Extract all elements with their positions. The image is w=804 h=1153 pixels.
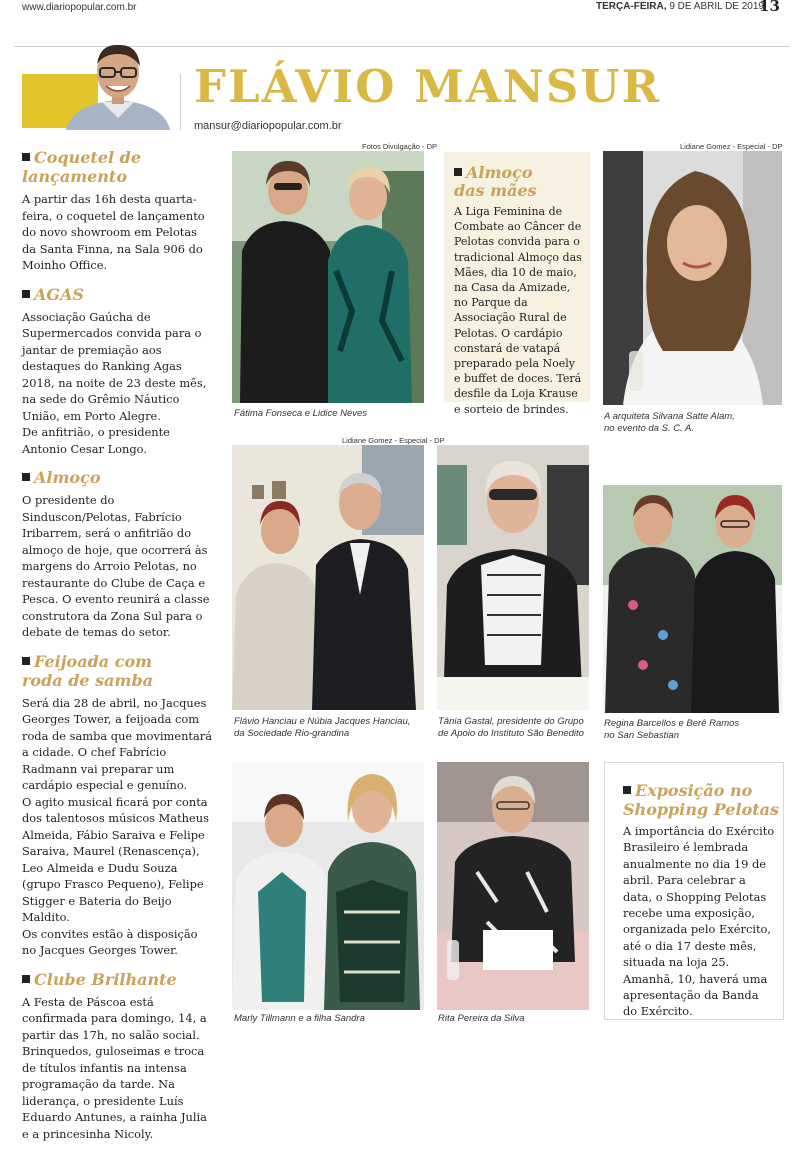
section-body: Será dia 28 de abril, no Jacques Georges Tower, a feijoada com roda de samba que movimentará a cidade. O chef Fabrício Radmann vai preparar um cardápio especial e genuíno. — [22, 695, 213, 792]
photo-hanciau — [232, 445, 424, 710]
columnist-email[interactable]: mansur@diariopopular.com.br — [194, 120, 342, 132]
site-url[interactable]: www.diariopopular.com.br — [22, 2, 137, 13]
section-agas — [22, 285, 214, 458]
photo-credit: Lidiane Gomez - Especial - DP — [342, 436, 445, 445]
photo-tania-gastal — [437, 445, 589, 710]
weekday: TERÇA-FEIRA, — [595, 1, 667, 12]
photo-credit: Lidiane Gomez - Especial - DP — [680, 142, 783, 151]
bullet-square-icon — [22, 473, 30, 481]
photo-caption: Rita Pereira da Silva — [438, 1013, 525, 1024]
photo-fatima-lidice — [232, 151, 424, 403]
box-title: Almoço das mães — [454, 163, 537, 200]
photo-caption: A arquiteta Silvana Satte Alam, no evento da S. C. A. — [604, 411, 735, 434]
page-number: 13 — [759, 0, 780, 15]
section-title: Feijoada com roda de samba — [22, 651, 154, 690]
columnist-portrait — [62, 42, 174, 130]
section-body: A partir das 16h desta quarta-feira, o coquetel de lançamento do novo showroom em Pelotas da Santa Finna, na Sala 906 do Moinho Office. — [22, 192, 205, 272]
box-body: A Liga Feminina de Combate ao Câncer de Pelotas convida para o tradicional Almoço das Mães, dia 10 de maio, na Casa da Amizade, no Parque da Associação Rural de Pelotas. O cardápio constará de vatapá preparado pela Noely e buffet de doces. Terá desfile da Loja Krause e sorteio de brindes. — [454, 205, 582, 416]
bullet-square-icon — [22, 153, 30, 161]
dateline — [596, 1, 764, 12]
section-body: O presidente do Sinduscon/Pelotas, Fabrício Iribarrem, será o anfitrião do almoço de hoje, que ocorrerá às margens do Arroio Pelotas, no restaurante do Clube de Caça e Pesca. O evento reunirá a classe construtora da Zona Sul para o debate de temas do setor. — [22, 493, 210, 639]
masthead-divider — [180, 74, 181, 130]
section-title: Clube Brilhante — [22, 970, 214, 989]
section-feijoada — [22, 652, 214, 959]
section-body: O agito musical ficará por conta dos talentosos músicos Matheus Almeida, Fábio Saraiva e Felipe Saraiva, Maurel (Renascença), Leo Almeida e Dudu Souza (grupo Frasco Pequeno), Felipe Stigger e Bateria do Beijo Maldito. — [22, 794, 209, 924]
photo-rita-pereira — [437, 762, 589, 1010]
photo-silvana — [603, 151, 782, 405]
section-body: A Festa de Páscoa está confirmada para domingo, 14, a partir das 17h, no salão social. Brinquedos, guloseimas e troca de títulos infantis na intensa programação da tarde. Na liderança, o presidente Luís Eduardo Antunes, a rainha Julia e a princesinha Nicoly. — [22, 994, 207, 1141]
photo-credit: Fotos Divulgação - DP — [362, 142, 438, 151]
bullet-square-icon — [22, 657, 30, 665]
photo-caption: Fátima Fonseca e Lidice Neves — [234, 408, 368, 419]
section-title: Almoço — [22, 468, 214, 487]
section-title: Coquetel de lançamento — [22, 148, 141, 186]
photo-regina-bere — [603, 455, 782, 713]
photo-caption: Flávio Hanciau e Núbia Jacques Hanciau, da Sociedade Rio-grandina — [234, 716, 411, 739]
bullet-square-icon — [22, 975, 30, 983]
section-clube-brilhante — [22, 970, 214, 1143]
box-exposicao — [604, 762, 784, 1020]
section-coquetel — [22, 148, 214, 274]
photo-marly-sandra — [232, 762, 424, 1010]
column-title: FLÁVIO MANSUR — [194, 60, 662, 113]
section-title: AGAS — [22, 285, 214, 304]
photo-caption: Regina Barcellos e Berê Ramos no San Sebastian — [604, 718, 740, 741]
box-almoco-das-maes — [444, 152, 590, 416]
section-body: De anfitrião, o presidente Antonio Cesar Longo. — [22, 425, 170, 456]
section-body: Associação Gaúcha de Supermercados convida para o jantar de premiação aos destaques do Ranking Agas 2018, na noite de 23 deste mês, na sede do Grêmio Náutico União, em Porto Alegre. — [22, 309, 207, 423]
section-almoco — [22, 468, 214, 641]
date: 9 DE ABRIL DE 2019 — [669, 1, 764, 12]
photo-caption: Tânia Gastal, presidente do Grupo de Apoio do Instituto São Benedito — [438, 716, 584, 739]
left-text-column — [22, 148, 214, 1153]
bullet-square-icon — [22, 290, 30, 298]
section-body: Os convites estão à disposição no Jacques Georges Tower. — [22, 926, 198, 957]
photo-caption: Marly Tillmann e a filha Sandra — [234, 1013, 365, 1024]
box-title: Exposição no Shopping Pelotas — [623, 781, 779, 819]
bullet-square-icon — [454, 168, 462, 176]
box-body: A importância do Exército Brasileiro é lembrada anualmente no dia 19 de abril. Para celebrar a data, o Shopping Pelotas recebe uma exposição, organizada pelo Exército, até o dia 17 deste mês, situada na loja 25. Amanhã, 10, haverá uma apresentação da Banda do Exército. — [623, 824, 775, 1019]
bullet-square-icon — [623, 786, 631, 794]
